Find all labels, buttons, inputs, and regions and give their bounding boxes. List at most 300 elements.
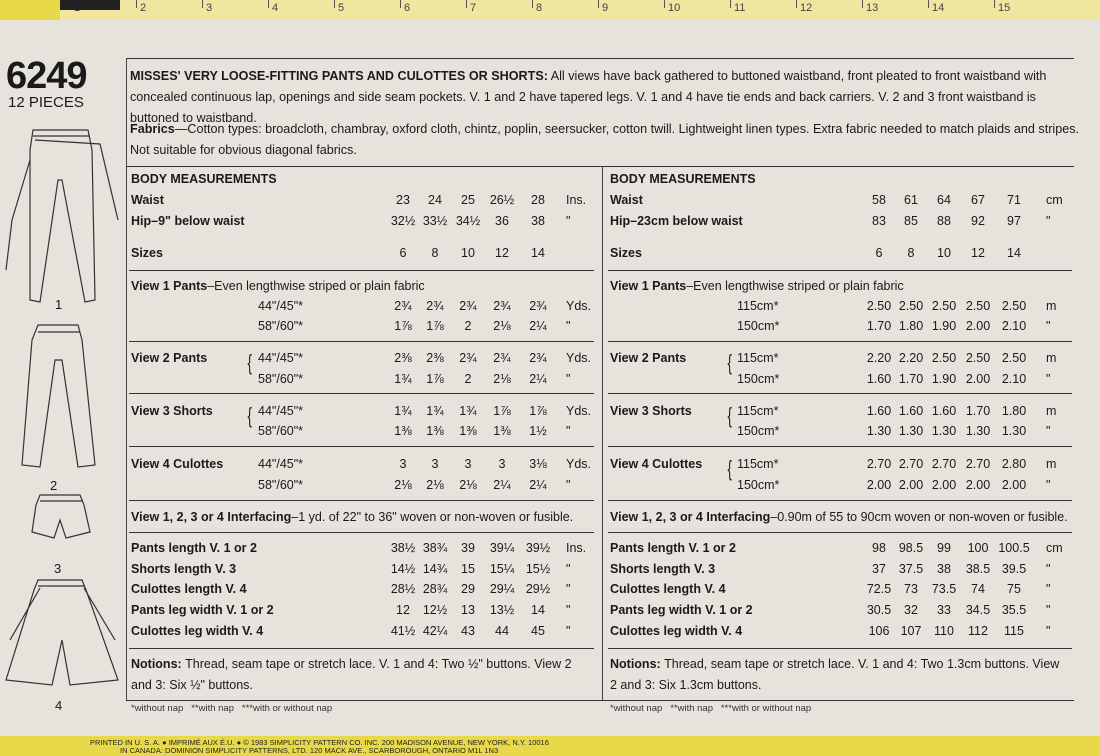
view1-description: –Even lengthwise striped or plain fabric <box>207 279 425 293</box>
yardage-value: 2 <box>464 372 472 386</box>
ruler-tick <box>994 0 995 8</box>
finished-value: 75 <box>1007 582 1021 597</box>
measurement-value: 64 <box>937 193 951 207</box>
fabric-width: 58"/60"* <box>258 424 304 438</box>
ruler-label: 15 <box>998 2 1011 14</box>
yardage-value: 1⅞ <box>426 319 444 333</box>
finished-unit: " <box>566 582 571 597</box>
pattern-description-text: All views have back gathered to buttoned waistband, front pleated to front waistband with concealed continuous lap, openings and side seam pockets. V. 1 and 2 have tapered legs. V. 1 and 4 have tie ends and back carriers. V. 2 and 3 front waistband is buttoned to waistband. <box>130 69 1047 125</box>
fabric-width: 115cm* <box>737 457 779 471</box>
measurement-label: Waist <box>131 193 164 207</box>
ruler-tick <box>730 0 731 8</box>
finished-value: 110 <box>934 623 954 638</box>
yardage-value: 2.00 <box>965 478 991 492</box>
yardage-value: 2.00 <box>965 372 991 386</box>
measurement-label: Waist <box>610 193 643 207</box>
finished-unit: " <box>1046 561 1051 576</box>
ruler-tick <box>136 0 137 8</box>
measurement-value: 32½ <box>390 214 416 228</box>
ruler-label: 2 <box>140 2 147 14</box>
measurement-value: 28 <box>531 193 545 207</box>
finished-label: Culottes length V. 4 <box>131 582 247 597</box>
yardage-value: 2.00 <box>965 319 991 333</box>
finished-label: Pants length V. 1 or 2 <box>131 541 257 555</box>
yardage-value: 2.70 <box>931 457 957 471</box>
fabric-width: 115cm* <box>737 404 779 418</box>
yardage-value: 2.00 <box>931 478 957 492</box>
measurement-unit: " <box>566 214 571 228</box>
yardage-value: 1⅜ <box>394 424 412 438</box>
finished-value: 39.5 <box>1001 561 1027 576</box>
finished-unit: " <box>1046 582 1051 597</box>
yardage-value: 2.50 <box>898 299 924 313</box>
finished-unit: cm <box>1046 541 1063 555</box>
yardage-value: 1.80 <box>898 319 924 333</box>
ruler-tick <box>532 0 533 8</box>
view1-description: –Even lengthwise striped or plain fabric <box>686 279 904 293</box>
yardage-value: 2¾ <box>426 299 444 313</box>
fabric-width: 44"/45"* <box>258 404 304 418</box>
ruler <box>60 0 1100 21</box>
yardage-value: 1⅞ <box>394 319 412 333</box>
yardage-unit: Yds. <box>566 404 592 418</box>
measurement-value: 25 <box>461 193 475 207</box>
notions-label: Notions: <box>610 657 665 671</box>
finished-value: 34.5 <box>965 603 991 618</box>
yardage-unit: m <box>1046 299 1057 313</box>
yardage-value: 1.70 <box>965 404 991 418</box>
size-value: 8 <box>431 246 439 260</box>
fabric-width: 150cm* <box>737 424 780 438</box>
printed-line-1: PRINTED IN U. S. A. ● IMPRIMÉ AUX É.U. ● © 1983 SIMPLICITY PATTERN CO. INC. 200 MADISON AVENUE, NEW YORK, N.Y. 10016 <box>90 738 549 747</box>
finished-label: Culottes leg width V. 4 <box>131 623 264 638</box>
yardage-value: 1.60 <box>866 372 892 386</box>
yardage-value: 2.50 <box>965 351 991 365</box>
size-value: 14 <box>531 246 545 260</box>
finished-value: 29½ <box>525 582 551 597</box>
yardage-value: 2¾ <box>493 299 511 313</box>
row-divider <box>608 393 1072 394</box>
measurement-value: 36 <box>495 214 509 228</box>
finished-value: 15 <box>461 561 475 576</box>
yardage-value: 1.30 <box>931 424 957 438</box>
yardage-value: 2 <box>464 319 472 333</box>
finished-value: 115 <box>1004 623 1024 638</box>
finished-unit: " <box>1046 623 1051 638</box>
yardage-value: 2⅜ <box>394 351 412 365</box>
row-divider <box>129 270 594 271</box>
yardage-value: 1⅜ <box>426 424 444 438</box>
finished-value: 100 <box>967 541 989 555</box>
interfacing-line <box>610 510 1068 524</box>
fabrics-paragraph <box>130 119 1080 161</box>
yardage-value: 2.80 <box>1001 457 1027 471</box>
finished-value: 32 <box>904 603 918 618</box>
measurement-label: Hip–23cm below waist <box>610 214 743 228</box>
frame-left-line <box>126 58 127 700</box>
measurement-value: 34½ <box>455 214 481 228</box>
measurement-value: 23 <box>396 193 410 207</box>
yardage-value: 2.00 <box>1001 478 1027 492</box>
finished-unit: Ins. <box>566 541 587 555</box>
yardage-value: 1¾ <box>394 404 412 418</box>
ruler-tick <box>928 0 929 8</box>
yardage-value: 2.70 <box>965 457 991 471</box>
yardage-value: 2⅛ <box>426 478 444 492</box>
nap-footnote: *without nap **with nap ***with or without nap <box>131 703 333 714</box>
fabric-width: 58"/60"* <box>258 372 304 386</box>
yardage-value: 2.00 <box>898 478 924 492</box>
view4-label: View 4 Culottes <box>131 457 224 471</box>
finished-value: 28¾ <box>422 582 448 597</box>
yardage-value: 2¼ <box>529 372 547 386</box>
finished-value: 72.5 <box>866 582 892 597</box>
sizes-label: Sizes <box>610 246 642 260</box>
yardage-unit: m <box>1046 351 1057 365</box>
yardage-value: 1¾ <box>394 372 412 386</box>
row-divider <box>608 341 1072 342</box>
notions-paragraph <box>131 654 590 696</box>
finished-value: 99 <box>937 541 951 555</box>
yardage-unit: m <box>1046 457 1057 471</box>
finished-value: 15½ <box>525 561 551 576</box>
view2-brace: { <box>247 350 252 375</box>
row-divider <box>129 648 594 649</box>
size-value: 14 <box>1007 246 1021 260</box>
measurement-value: 38 <box>531 214 545 228</box>
yardage-unit: " <box>566 372 571 386</box>
view-sketches <box>0 120 125 720</box>
measurement-value: 71 <box>1007 193 1021 207</box>
yardage-value: 3 <box>399 457 407 471</box>
yardage-value: 2.50 <box>1001 299 1027 313</box>
finished-label: Pants leg width V. 1 or 2 <box>610 603 753 618</box>
row-divider <box>608 270 1072 271</box>
measurement-label: Hip–9" below waist <box>131 214 245 228</box>
finished-value: 73 <box>904 582 918 597</box>
size-value: 8 <box>907 246 915 260</box>
measurement-value: 24 <box>428 193 442 207</box>
ruler-tick <box>664 0 665 8</box>
yardage-value: 2¾ <box>493 351 511 365</box>
fabric-width: 44"/45"* <box>258 299 304 313</box>
ruler-tick <box>268 0 269 8</box>
interfacing-text: –1 yd. of 22" to 36" woven or non-woven or fusible. <box>291 510 574 524</box>
finished-value: 28½ <box>390 582 416 597</box>
fabric-width: 150cm* <box>737 372 780 386</box>
row-divider <box>129 393 594 394</box>
yardage-value: 1½ <box>529 424 547 438</box>
yardage-value: 3 <box>498 457 506 471</box>
row-divider <box>608 648 1072 649</box>
ruler-label: 6 <box>404 2 411 14</box>
yardage-value: 2.50 <box>1001 351 1027 365</box>
notions-text: Thread, seam tape or stretch lace. V. 1 and 4: Two ½" buttons. View 2 and 3: Six ½" buttons. <box>131 657 572 692</box>
fabrics-divider <box>126 166 1074 167</box>
notions-paragraph <box>610 654 1068 696</box>
yardage-value: 1.90 <box>931 319 957 333</box>
finished-value: 106 <box>868 623 890 638</box>
finished-label: Culottes length V. 4 <box>610 582 726 597</box>
yardage-value: 1.30 <box>965 424 991 438</box>
view-number-2: 2 <box>50 478 58 493</box>
yardage-value: 1.70 <box>898 372 924 386</box>
yardage-value: 1.90 <box>931 372 957 386</box>
ruler-tick <box>400 0 401 8</box>
finished-label: Culottes leg width V. 4 <box>610 623 743 638</box>
finished-value: 38¾ <box>422 541 448 555</box>
finished-value: 39½ <box>525 541 551 555</box>
yardage-value: 1.30 <box>1001 424 1027 438</box>
frame-top-line <box>126 58 1074 59</box>
finished-value: 12½ <box>422 603 448 618</box>
ruler-label: 13 <box>866 2 879 14</box>
pattern-title: MISSES' VERY LOOSE-FITTING PANTS AND CULOTTES OR SHORTS: <box>130 69 548 83</box>
view3-brace: { <box>727 403 732 428</box>
view1-heading <box>131 279 425 293</box>
finished-value: 39¼ <box>489 541 515 555</box>
yardage-value: 2⅛ <box>493 372 511 386</box>
fabric-width: 150cm* <box>737 319 780 333</box>
measurement-value: 58 <box>872 193 886 207</box>
measurement-value: 85 <box>904 214 918 228</box>
finished-label: Pants leg width V. 1 or 2 <box>131 603 274 618</box>
yardage-value: 1⅞ <box>529 404 547 418</box>
yardage-value: 2¾ <box>459 299 477 313</box>
finished-value: 98.5 <box>898 541 924 555</box>
finished-value: 14¾ <box>422 561 448 576</box>
piece-count: 12 PIECES <box>8 94 84 111</box>
row-divider <box>608 500 1072 501</box>
yardage-unit: " <box>1046 319 1051 333</box>
view1-label: View 1 Pants <box>610 279 687 293</box>
view1-heading <box>610 279 904 293</box>
finished-unit: " <box>566 603 571 618</box>
view3-brace: { <box>247 403 252 428</box>
finished-value: 112 <box>968 623 988 638</box>
finished-value: 13½ <box>489 603 515 618</box>
row-divider <box>129 341 594 342</box>
yardage-value: 2¼ <box>529 478 547 492</box>
yardage-unit: " <box>566 424 571 438</box>
view3-label: View 3 Shorts <box>610 404 692 418</box>
yardage-value: 1⅞ <box>493 404 511 418</box>
finished-value: 74 <box>971 582 985 597</box>
yardage-value: 2⅛ <box>493 319 511 333</box>
ruler-label: 14 <box>932 2 945 14</box>
yardage-value: 1⅜ <box>459 424 477 438</box>
ruler-label: 9 <box>602 2 609 14</box>
measurement-unit: cm <box>1046 193 1063 207</box>
fabric-width: 58"/60"* <box>258 319 304 333</box>
yardage-value: 2.50 <box>866 299 892 313</box>
yardage-unit: " <box>566 319 571 333</box>
finished-value: 35.5 <box>1001 603 1027 618</box>
finished-value: 42¼ <box>422 623 448 638</box>
ruler-logo <box>60 0 120 10</box>
finished-value: 44 <box>495 623 509 638</box>
measurement-value: 26½ <box>489 193 515 207</box>
row-divider <box>129 500 594 501</box>
row-divider <box>608 532 1072 533</box>
measurement-unit: " <box>1046 214 1051 228</box>
yardage-value: 1.60 <box>898 404 924 418</box>
row-divider <box>129 532 594 533</box>
yardage-value: 1.60 <box>931 404 957 418</box>
ruler-tick <box>334 0 335 8</box>
yardage-value: 2.50 <box>931 299 957 313</box>
yardage-value: 1⅞ <box>426 372 444 386</box>
view-number-4: 4 <box>55 698 63 713</box>
view2-brace: { <box>727 350 732 375</box>
yardage-value: 2¼ <box>529 319 547 333</box>
yardage-unit: " <box>1046 478 1051 492</box>
ruler-label: 5 <box>338 2 345 14</box>
finished-value: 38 <box>937 561 951 576</box>
ruler-tick <box>862 0 863 8</box>
view4-brace: { <box>727 456 732 481</box>
yardage-value: 2⅜ <box>426 351 444 365</box>
yardage-value: 2.10 <box>1001 319 1027 333</box>
yardage-value: 2.50 <box>931 351 957 365</box>
fabric-width: 44"/45"* <box>258 457 304 471</box>
finished-value: 38.5 <box>965 561 991 576</box>
ruler-tick <box>598 0 599 8</box>
yardage-value: 3⅛ <box>529 457 547 471</box>
measurement-value: 88 <box>937 214 951 228</box>
yardage-value: 1¾ <box>459 404 477 418</box>
measurement-value: 61 <box>904 193 918 207</box>
yardage-unit: Yds. <box>566 351 592 365</box>
yardage-value: 2.10 <box>1001 372 1027 386</box>
yardage-value: 2¼ <box>493 478 511 492</box>
yardage-unit: Yds. <box>566 299 592 313</box>
ruler-label: 8 <box>536 2 543 14</box>
ruler-label: 4 <box>272 2 279 14</box>
yardage-value: 1.70 <box>866 319 892 333</box>
ruler-tick <box>202 0 203 8</box>
yardage-value: 1.80 <box>1001 404 1027 418</box>
finished-label: Shorts length V. 3 <box>610 561 716 576</box>
fabric-width: 44"/45"* <box>258 351 304 365</box>
finished-value: 100.5 <box>998 541 1030 555</box>
measurement-value: 97 <box>1007 214 1021 228</box>
finished-value: 13 <box>461 603 475 618</box>
yardage-value: 1.30 <box>866 424 892 438</box>
finished-value: 29 <box>461 582 475 597</box>
view-number-1: 1 <box>55 297 63 312</box>
yardage-value: 2¾ <box>394 299 412 313</box>
fabric-width: 150cm* <box>737 478 780 492</box>
finished-value: 39 <box>461 541 475 555</box>
view2-label: View 2 Pants <box>610 351 687 365</box>
finished-label: Shorts length V. 3 <box>131 561 237 576</box>
yardage-unit: m <box>1046 404 1057 418</box>
body-measurements-title: BODY MEASUREMENTS <box>610 172 756 186</box>
size-value: 6 <box>399 246 407 260</box>
size-value: 6 <box>875 246 883 260</box>
measurement-value: 83 <box>872 214 886 228</box>
yardage-value: 2¾ <box>529 299 547 313</box>
finished-value: 107 <box>900 623 922 638</box>
body-measurements-title: BODY MEASUREMENTS <box>131 172 277 186</box>
yardage-value: 2.70 <box>898 457 924 471</box>
finished-value: 30.5 <box>866 603 892 618</box>
yardage-value: 3 <box>431 457 439 471</box>
frame-bottom-line <box>126 700 1074 701</box>
yardage-value: 3 <box>464 457 472 471</box>
notions-text: Thread, seam tape or stretch lace. V. 1 and 4: Two 1.3cm buttons. View 2 and 3: Six 1.3cm buttons. <box>610 657 1060 692</box>
sizes-label: Sizes <box>131 246 163 260</box>
finished-value: 29¼ <box>489 582 515 597</box>
finished-value: 98 <box>872 541 886 555</box>
yardage-value: 1.60 <box>866 404 892 418</box>
finished-unit: " <box>1046 603 1051 618</box>
ruler-tick <box>466 0 467 8</box>
ruler-label: 12 <box>800 2 813 14</box>
measurement-unit: Ins. <box>566 193 587 207</box>
ruler-tick <box>796 0 797 8</box>
finished-value: 43 <box>461 623 475 638</box>
finished-value: 12 <box>396 603 410 618</box>
pattern-number: 6249 <box>6 55 87 97</box>
fabrics-text: —Cotton types: broadcloth, chambray, oxford cloth, chintz, poplin, seersucker, cotton twill. Lightweight linen types. Extra fabric needed to match plaids and stripes. Not suitable for obvious diagonal fabrics. <box>130 122 1079 157</box>
finished-value: 37.5 <box>898 561 924 576</box>
finished-value: 14½ <box>390 561 416 576</box>
size-value: 12 <box>971 246 985 260</box>
notions-label: Notions: <box>131 657 186 671</box>
yardage-value: 2.70 <box>866 457 892 471</box>
interfacing-line <box>131 510 573 524</box>
view2-label: View 2 Pants <box>131 351 208 365</box>
ruler-label: 10 <box>668 2 681 14</box>
yardage-value: 2⅛ <box>394 478 412 492</box>
yardage-unit: " <box>1046 372 1051 386</box>
printed-line-2: IN CANADA: DOMINION SIMPLICITY PATTERNS, LTD. 120 MACK AVE., SCARBOROUGH, ONTARIO M1L 1N3 <box>120 746 499 755</box>
finished-unit: " <box>566 623 571 638</box>
yardage-unit: " <box>1046 424 1051 438</box>
center-divider <box>602 166 603 700</box>
finished-unit: " <box>566 561 571 576</box>
interfacing-label: View 1, 2, 3 or 4 Interfacing <box>131 510 292 524</box>
size-value: 10 <box>461 246 475 260</box>
interfacing-label: View 1, 2, 3 or 4 Interfacing <box>610 510 771 524</box>
nap-footnote: *without nap **with nap ***with or without nap <box>610 703 812 714</box>
ruler-label: 3 <box>206 2 213 14</box>
fabrics-label: Fabrics <box>130 122 175 136</box>
yardage-value: 2.20 <box>898 351 924 365</box>
finished-value: 37 <box>872 561 886 576</box>
view-number-3: 3 <box>54 561 62 576</box>
measurement-value: 67 <box>971 193 985 207</box>
view4-label: View 4 Culottes <box>610 457 703 471</box>
interfacing-text: –0.90m of 55 to 90cm woven or non-woven or fusible. <box>770 510 1068 524</box>
size-value: 10 <box>937 246 951 260</box>
size-value: 12 <box>495 246 509 260</box>
fabric-width: 58"/60"* <box>258 478 304 492</box>
yardage-unit: " <box>566 478 571 492</box>
yardage-value: 2¾ <box>529 351 547 365</box>
yardage-value: 2¾ <box>459 351 477 365</box>
ruler-label: 11 <box>734 2 746 14</box>
finished-value: 41½ <box>390 623 416 638</box>
yardage-value: 1¾ <box>426 404 444 418</box>
row-divider <box>129 446 594 447</box>
view3-label: View 3 Shorts <box>131 404 213 418</box>
finished-value: 33 <box>937 603 951 618</box>
fabric-width: 115cm* <box>737 351 779 365</box>
finished-value: 38½ <box>390 541 416 555</box>
